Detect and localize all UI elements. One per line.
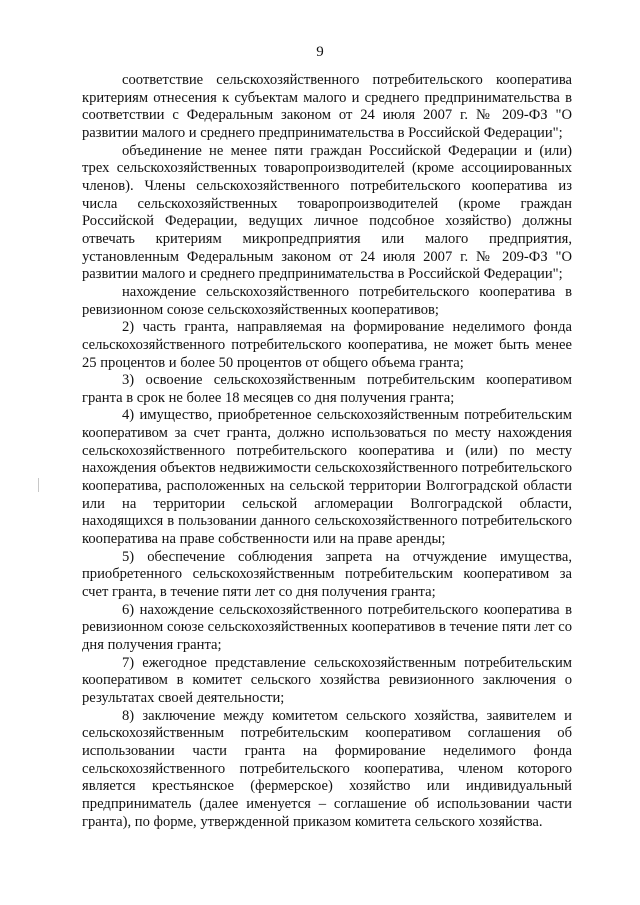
paragraph-item-4: 4) имущество, приобретенное сельскохозяйственным потребительским кооперативом за счет гранта, должно использоваться по месту нахождения сельскохозяйственного потребительского кооператива и (или) по месту нахождения объектов недвижимости сельскохозяйственного потребительского кооператива, расположенных на сельской территории Волгоградской области или на территории сельской агломерации Волгоградской области, находящихся в пользовании данного сельскохозяйственного потребительского кооператива на праве собственности или на праве аренды; — [82, 407, 572, 548]
paragraph-audit-union: нахождение сельскохозяйственного потребительского кооператива в ревизионном союзе сельскохозяйственных кооперативов; — [82, 283, 572, 318]
page-number: 9 — [316, 44, 324, 60]
paragraph-membership: объединение не менее пяти граждан Российской Федерации и (или) трех сельскохозяйственных товаропроизводителей (кроме ассоциированных членов). Члены сельскохозяйственного потребительского кооператива из числа сельскохозяйственных товаропроизводителей (кроме граждан Российской Федерации, ведущих личное подсобное хозяйство) должны отвечать критериям микропредприятия или малого предприятия, установленным Федеральным законом от 24 июля 2007 г. № 209-ФЗ "О развитии малого и среднего предпринимательства в Российской Федерации"; — [82, 142, 572, 283]
paragraph-item-3: 3) освоение сельскохозяйственным потребительским кооперативом гранта в срок не более 18 месяцев со дня получения гранта; — [82, 372, 572, 406]
document-body — [82, 72, 572, 831]
paragraph-item-8: 8) заключение между комитетом сельского хозяйства, заявителем и сельскохозяйственным потребительским кооперативом соглашения об использовании части гранта на формирование неделимого фонда сельскохозяйственного потребительского кооператива, членом которого является крестьянское (фермерское) хозяйство или индивидуальный предприниматель (далее именуется – соглашение об использовании части гранта), по форме, утвержденной приказом комитета сельского хозяйства. — [82, 707, 572, 830]
scan-artifact — [38, 478, 39, 492]
paragraph-item-6: 6) нахождение сельскохозяйственного потребительского кооператива в ревизионном союзе сельскохозяйственных кооперативов в течение пяти лет со дня получения гранта; — [82, 601, 572, 653]
paragraph-sme-criteria: соответствие сельскохозяйственного потребительского кооператива критериям отнесения к субъектам малого и среднего предпринимательства в соответствии с Федеральным законом от 24 июля 2007 г. № 209-ФЗ "О развитии малого и среднего предпринимательства в Российской Федерации"; — [82, 72, 572, 141]
paragraph-item-2: 2) часть гранта, направляемая на формирование неделимого фонда сельскохозяйственного потребительского кооператива, не может быть менее 25 процентов и более 50 процентов от общего объема гранта; — [82, 319, 572, 371]
paragraph-item-7: 7) ежегодное представление сельскохозяйственным потребительским кооперативом в комитет сельского хозяйства ревизионного заключения о результатах своей деятельности; — [82, 654, 572, 706]
paragraph-item-5: 5) обеспечение соблюдения запрета на отчуждение имущества, приобретенного сельскохозяйственным потребительским кооперативом за счет гранта, в течение пяти лет со дня получения гранта; — [82, 548, 572, 601]
